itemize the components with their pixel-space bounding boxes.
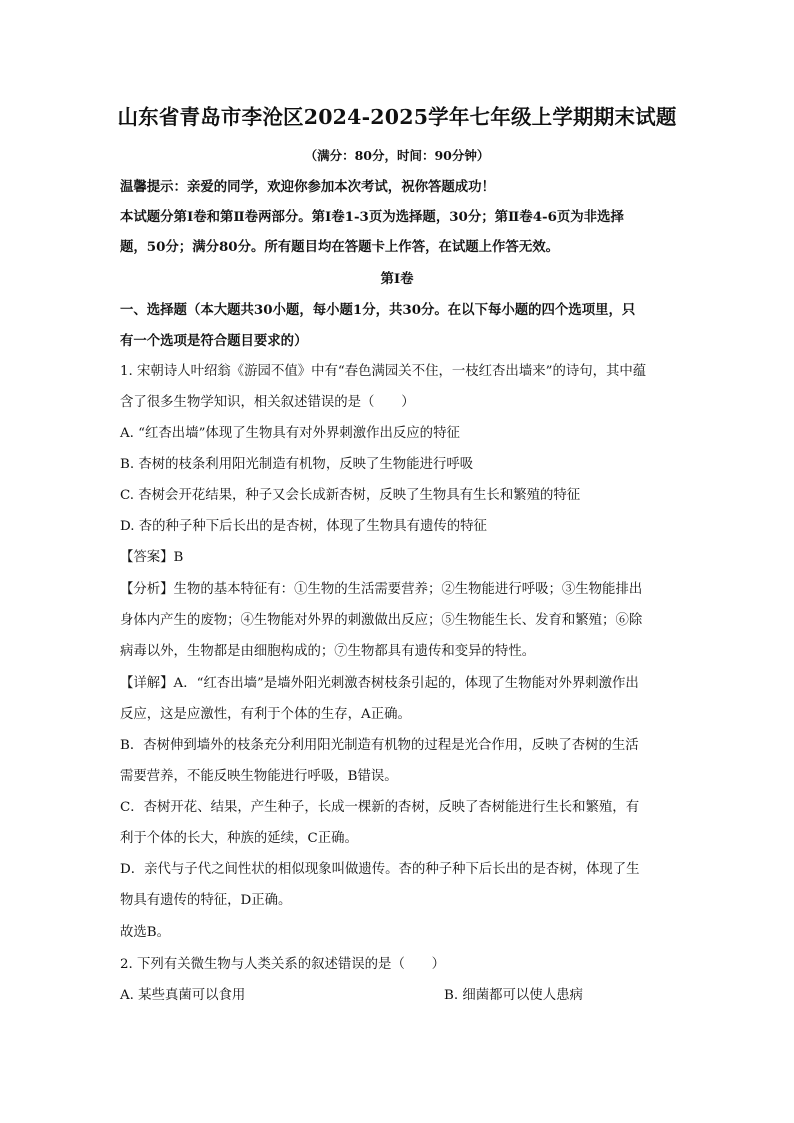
greeting-text: 温馨提示：亲爱的同学，欢迎你参加本次考试，祝你答题成功！ <box>120 179 495 195</box>
q1-answer: 【答案】B <box>120 550 184 565</box>
rules-text-line1: 本试题分第Ⅰ卷和第Ⅱ卷两部分。第Ⅰ卷1-3页为选择题，30分；第Ⅱ卷4-6页为非选择 <box>120 209 624 225</box>
score-time-info: （满分：80分，时间：90分钟） <box>304 148 490 163</box>
q1-analysis-line3: 病毒以外，生物都是由细胞构成的；⑦生物都具有遗传和变异的特性。 <box>120 644 536 659</box>
q1-stem-line1: 1. 宋朝诗人叶绍翁《游园不值》中有“春色满园关不住，一枝红杏出墙来”的诗句，其中蕴 <box>120 364 647 379</box>
rules-text-line2: 题，50分；满分80分。所有题目均在答题卡上作答，在试题上作答无效。 <box>120 239 559 255</box>
q1-option-c: C. 杏树会开花结果，种子又会长成新杏树，反映了生物具有生长和繁殖的特征 <box>120 488 581 503</box>
q1-detail-b-line2: 需要营养，不能反映生物能进行呼吸，B错误。 <box>120 769 398 784</box>
q1-option-a: A. “红杏出墙”体现了生物具有对外界刺激作出反应的特征 <box>120 426 460 441</box>
volume-label: 第Ⅰ卷 <box>380 271 414 287</box>
q1-option-d: D. 杏的种子种下后长出的是杏树，体现了生物具有遗传的特征 <box>120 519 487 534</box>
q1-analysis-line2: 身体内产生的废物；④生物能对外界的刺激做出反应；⑤生物能生长、发育和繁殖；⑥除 <box>120 613 643 628</box>
q1-detail-b-line1: B．杏树伸到墙外的枝条充分利用阳光制造有机物的过程是光合作用，反映了杏树的生活 <box>120 738 639 753</box>
q1-detail-a-line1: 【详解】A．“红杏出墙”是墙外阳光刺激杏树枝条引起的，体现了生物能对外界刺激作出 <box>120 676 639 691</box>
q1-stem-line2: 含了很多生物学知识，相关叙述错误的是（ ） <box>120 395 415 410</box>
q1-analysis-line1: 【分析】生物的基本特征有：①生物的生活需要营养；②生物能进行呼吸；③生物能排出 <box>120 582 643 597</box>
q1-conclusion: 故选B。 <box>120 925 171 940</box>
q2-option-b: B. 细菌都可以使人患病 <box>444 988 583 1003</box>
section-heading-line2: 有一个选项是符合题目要求的） <box>120 333 308 349</box>
q1-detail-a-line2: 反应，这是应激性，有利于个体的生存，A正确。 <box>120 707 411 722</box>
q1-detail-d-line1: D．亲代与子代之间性状的相似现象叫做遗传。杏的种子种下后长出的是杏树，体现了生 <box>120 862 640 877</box>
page-title: 山东省青岛市李沧区2024-2025学年七年级上学期期末试题 <box>117 105 677 129</box>
section-heading-line1: 一、选择题（本大题共30小题，每小题1分，共30分。在以下每小题的四个选项里，只 <box>120 302 636 318</box>
q1-detail-c-line2: 利于个体的长大，种族的延续，C正确。 <box>120 831 358 846</box>
q2-option-a: A. 某些真菌可以食用 <box>120 988 246 1003</box>
q1-detail-d-line2: 物具有遗传的特征，D正确。 <box>120 893 292 908</box>
q2-stem: 2. 下列有关微生物与人类关系的叙述错误的是（ ） <box>120 957 446 972</box>
q1-option-b: B. 杏树的枝条利用阳光制造有机物，反映了生物能进行呼吸 <box>120 457 474 472</box>
q1-detail-c-line1: C．杏树开花、结果，产生种子，长成一棵新的杏树，反映了杏树能进行生长和繁殖，有 <box>120 800 640 815</box>
